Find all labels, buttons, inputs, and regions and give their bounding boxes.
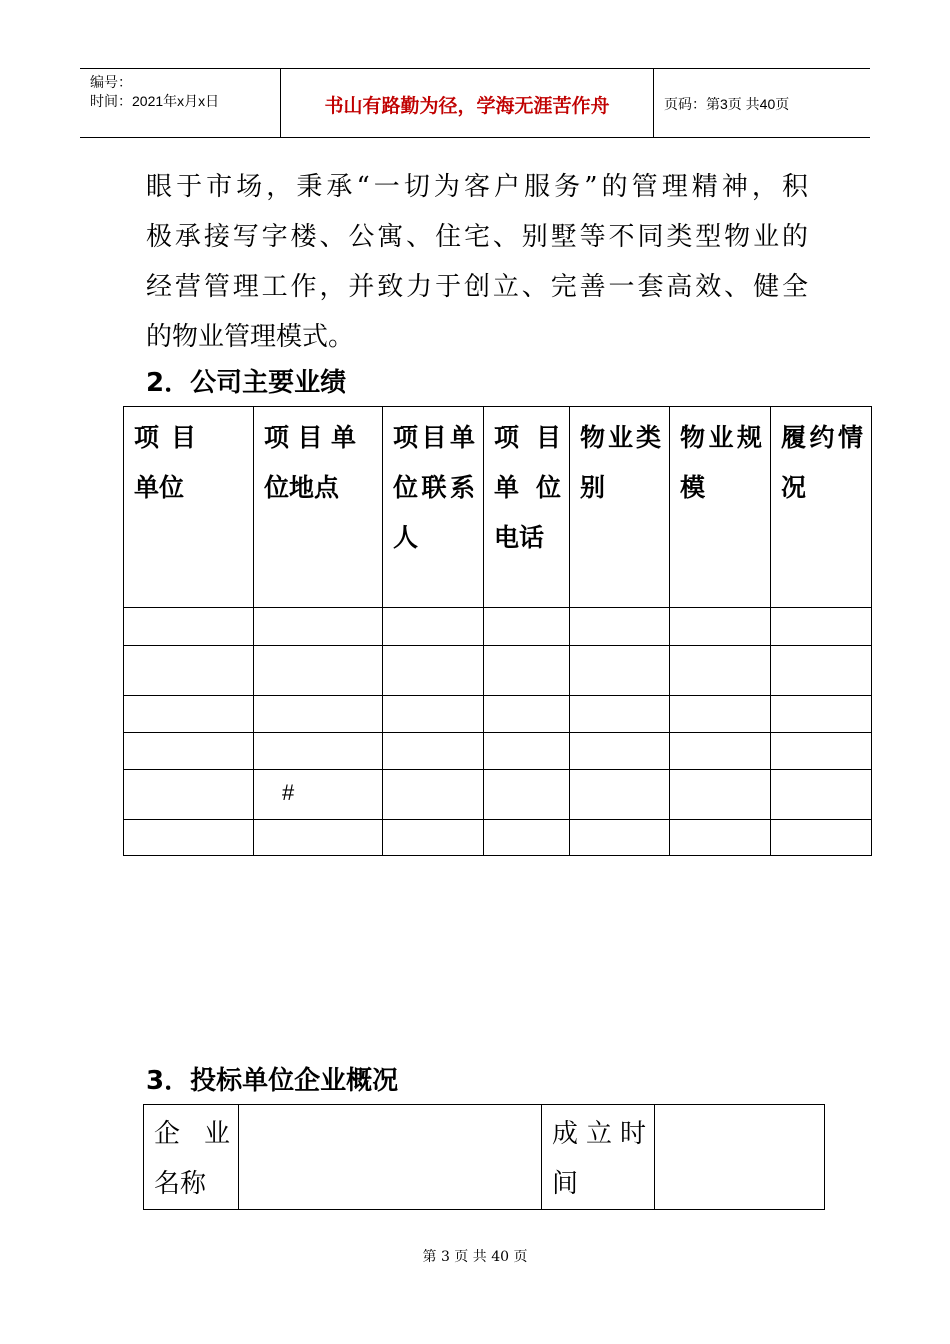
header-cell (570, 407, 670, 608)
table-cell (383, 770, 484, 820)
header-cell (124, 407, 254, 608)
header-property-scale: 物业规模 (680, 423, 762, 502)
header-performance-status: 履约情况 (781, 423, 863, 502)
header-motto: 书山有路勤为径，学海无涯苦作舟 (324, 95, 610, 117)
header-cell (484, 407, 570, 608)
table-cell (124, 646, 254, 696)
paragraph-line: 经营管理工作，并致力于创立、完善一套高效、健全 (146, 272, 808, 302)
table-cell (144, 1105, 239, 1210)
header-cell (771, 407, 872, 608)
table-cell (670, 820, 771, 856)
table-cell (254, 733, 383, 770)
table-row (124, 646, 872, 696)
table-cell (124, 820, 254, 856)
table-cell (383, 646, 484, 696)
enterprise-name-label: 企业名称 (154, 1119, 230, 1199)
document-time-label: 时间：2021年x月x日 (90, 93, 220, 109)
table-cell (484, 696, 570, 733)
table-cell (124, 608, 254, 646)
page-header (80, 68, 870, 138)
paragraph-line: 极承接写字楼、公寓、住宅、别墅等不同类型物业的 (146, 222, 808, 252)
table-cell (771, 733, 872, 770)
enterprise-name-value (239, 1105, 541, 1109)
table-cell (254, 820, 383, 856)
section2-heading: 2．公司主要业绩 (146, 368, 347, 398)
table-cell (570, 733, 670, 770)
header-cell (254, 407, 383, 608)
header-project-location: 项目单位地点 (264, 423, 356, 502)
table-cell (771, 608, 872, 646)
table-cell (670, 646, 771, 696)
table-header-row (124, 407, 872, 608)
table-cell (670, 733, 771, 770)
table-cell (484, 820, 570, 856)
table-row (124, 696, 872, 733)
table-cell: # (254, 770, 383, 820)
table-cell (124, 770, 254, 820)
header-cell (670, 407, 771, 608)
table-cell (570, 646, 670, 696)
header-page-info: 页码：第3页 共40页 (664, 96, 790, 112)
table-cell (484, 733, 570, 770)
section3-heading: 3．投标单位企业概况 (146, 1066, 399, 1096)
document-number-label: 编号： (90, 74, 132, 90)
table-cell (570, 770, 670, 820)
header-project-phone: 项目单位电话 (494, 423, 561, 552)
table-cell (542, 1105, 655, 1210)
table-cell (124, 733, 254, 770)
table-cell (383, 696, 484, 733)
table-cell (124, 696, 254, 733)
table-cell (484, 646, 570, 696)
table-cell (670, 608, 771, 646)
header-page-cell (654, 69, 870, 137)
table-cell (771, 770, 872, 820)
header-property-type: 物业类别 (580, 423, 661, 502)
header-cell (383, 407, 484, 608)
table-row (124, 733, 872, 770)
table-cell (254, 608, 383, 646)
table-cell (484, 608, 570, 646)
table-cell (383, 608, 484, 646)
table-cell (383, 733, 484, 770)
page-footer: 第 3 页 共 40 页 (422, 1249, 528, 1265)
table-cell (570, 820, 670, 856)
table-cell (670, 770, 771, 820)
table-row (144, 1105, 825, 1210)
table-cell (484, 770, 570, 820)
table-cell (570, 608, 670, 646)
header-project-unit: 项目单位 (134, 423, 196, 502)
enterprise-overview-table (143, 1104, 825, 1210)
table-row (124, 770, 872, 820)
paragraph-line: 眼于市场，秉承“一切为客户服务”的管理精神，积 (146, 172, 808, 202)
table-cell (771, 646, 872, 696)
table-cell (383, 820, 484, 856)
header-motto-cell (281, 69, 654, 137)
founded-time-value (655, 1105, 824, 1109)
table-cell (239, 1105, 542, 1210)
header-project-contact: 项目单位联系人 (393, 423, 475, 552)
intro-paragraph (146, 162, 808, 362)
table-cell (570, 696, 670, 733)
table-cell (670, 696, 771, 733)
founded-time-label: 成立时间 (552, 1119, 646, 1199)
table-cell (771, 820, 872, 856)
table-cell (254, 696, 383, 733)
paragraph-line: 的物业管理模式。 (146, 322, 355, 352)
table-cell (254, 646, 383, 696)
table-row (124, 608, 872, 646)
performance-table (123, 406, 872, 856)
table-row (124, 820, 872, 856)
table-cell (771, 696, 872, 733)
table-cell (655, 1105, 825, 1210)
header-meta-cell (80, 69, 281, 137)
